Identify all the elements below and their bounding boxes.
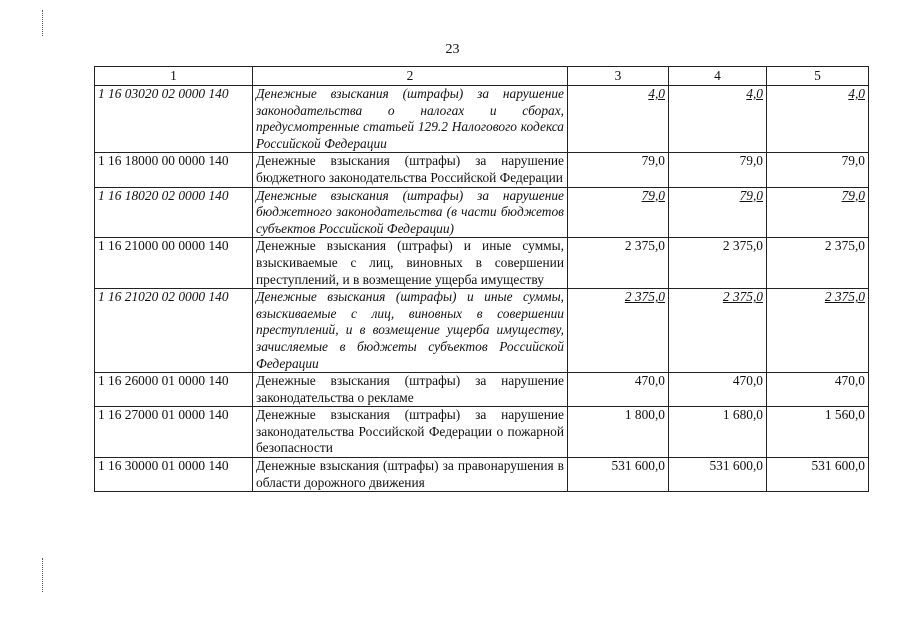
header-col-1: 1: [95, 67, 253, 86]
table-row: [95, 458, 869, 492]
table-row: [95, 289, 869, 373]
table-row: [95, 407, 869, 458]
revenue-table: [94, 66, 869, 492]
row-code: 1 16 21020 02 0000 140: [95, 289, 253, 373]
row-description: Денежные взыскания (штрафы) за нарушение бюджетного законодательства (в части бюджетов субъектов Российской Федерации): [253, 187, 568, 238]
row-value-3: 4,0: [568, 86, 669, 153]
page-number: 23: [445, 42, 460, 57]
header-col-2: 2: [253, 67, 568, 86]
row-value-4: 470,0: [669, 373, 767, 407]
row-description: Денежные взыскания (штрафы) за нарушение бюджетного законодательства Российской Федерации: [253, 153, 568, 187]
row-value-3: 531 600,0: [568, 458, 669, 492]
row-value-4: 1 680,0: [669, 407, 767, 458]
header-col-4: 4: [669, 67, 767, 86]
row-value-5: 470,0: [767, 373, 869, 407]
row-value-4: 2 375,0: [669, 289, 767, 373]
row-value-5: 79,0: [767, 187, 869, 238]
row-description: Денежные взыскания (штрафы) за правонарушения в области дорожного движения: [253, 458, 568, 492]
row-value-3: 2 375,0: [568, 289, 669, 373]
row-description: Денежные взыскания (штрафы) и иные суммы, взыскиваемые с лиц, виновных в совершении преступлений, и в возмещение ущерба имуществу: [253, 238, 568, 289]
row-value-4: 531 600,0: [669, 458, 767, 492]
row-value-3: 79,0: [568, 153, 669, 187]
row-value-4: 2 375,0: [669, 238, 767, 289]
row-value-3: 2 375,0: [568, 238, 669, 289]
row-value-5: 79,0: [767, 153, 869, 187]
header-row: [95, 67, 869, 86]
row-description: Денежные взыскания (штрафы) за нарушение законодательства о рекламе: [253, 373, 568, 407]
header-col-3: 3: [568, 67, 669, 86]
header-col-5: 5: [767, 67, 869, 86]
row-description: Денежные взыскания (штрафы) за нарушение законодательства о налогах и сборах, предусмотренные статьей 129.2 Налогового кодекса Российской Федерации: [253, 86, 568, 153]
row-code: 1 16 26000 01 0000 140: [95, 373, 253, 407]
table-row: [95, 187, 869, 238]
row-value-4: 79,0: [669, 187, 767, 238]
table-row: [95, 86, 869, 153]
scan-margin-mark-top: [42, 10, 45, 36]
scan-margin-mark-bottom: [42, 558, 45, 592]
row-code: 1 16 30000 01 0000 140: [95, 458, 253, 492]
row-code: 1 16 27000 01 0000 140: [95, 407, 253, 458]
row-code: 1 16 18000 00 0000 140: [95, 153, 253, 187]
row-description: Денежные взыскания (штрафы) и иные суммы, взыскиваемые с лиц, виновных в совершении преступлений, и в возмещение ущерба имуществу, зачисляемые в бюджеты субъектов Российской Федерации: [253, 289, 568, 373]
table-row: [95, 153, 869, 187]
row-value-4: 79,0: [669, 153, 767, 187]
row-value-3: 79,0: [568, 187, 669, 238]
row-code: 1 16 03020 02 0000 140: [95, 86, 253, 153]
row-value-3: 1 800,0: [568, 407, 669, 458]
row-value-5: 2 375,0: [767, 289, 869, 373]
row-value-3: 470,0: [568, 373, 669, 407]
row-value-5: 4,0: [767, 86, 869, 153]
row-code: 1 16 18020 02 0000 140: [95, 187, 253, 238]
row-code: 1 16 21000 00 0000 140: [95, 238, 253, 289]
row-value-5: 531 600,0: [767, 458, 869, 492]
row-description: Денежные взыскания (штрафы) за нарушение законодательства Российской Федерации о пожарной безопасности: [253, 407, 568, 458]
table-row: [95, 373, 869, 407]
row-value-5: 1 560,0: [767, 407, 869, 458]
row-value-5: 2 375,0: [767, 238, 869, 289]
row-value-4: 4,0: [669, 86, 767, 153]
table-row: [95, 238, 869, 289]
